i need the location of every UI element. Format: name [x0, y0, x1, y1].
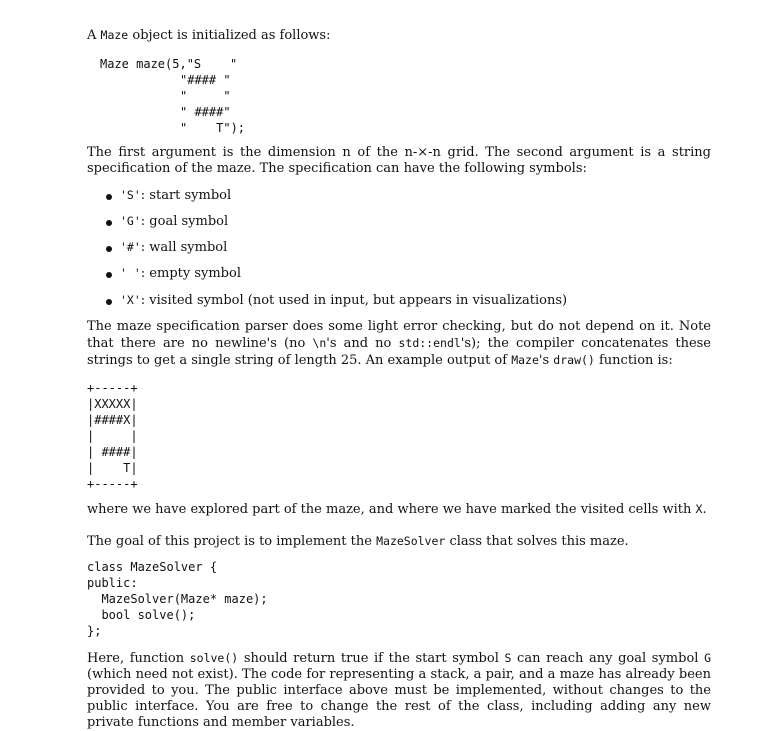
- symbol-code: ' ': [120, 266, 141, 280]
- paragraph-explored: where we have explored part of the maze, and where we have marked the visited cells with X.: [87, 502, 707, 517]
- code-line: bool solve();: [87, 608, 196, 622]
- inline-code: X: [695, 502, 703, 516]
- symbol-desc: : empty symbol: [140, 266, 241, 281]
- output-line: |XXXXX|: [87, 397, 138, 411]
- intro-line: [87, 28, 330, 43]
- code-line: public:: [87, 576, 138, 590]
- code-line: MazeSolver(Maze* maze);: [87, 592, 268, 606]
- inline-code: solve(): [189, 651, 239, 665]
- list-item: [106, 240, 706, 256]
- inline-code: \n: [312, 336, 327, 350]
- code-line: " ": [180, 89, 231, 103]
- paragraph-goal: The goal of this project is to implement the MazeSolver class that solves this maze.: [87, 534, 629, 549]
- symbol-code: 'G': [120, 214, 141, 228]
- symbol-code: '#': [120, 240, 141, 254]
- output-line: | T|: [87, 461, 138, 475]
- bullet-icon: [106, 246, 112, 252]
- code-line: " T");: [180, 121, 246, 135]
- list-item: [106, 293, 706, 309]
- list-item: [106, 266, 706, 282]
- output-line: +-----+: [87, 381, 138, 395]
- output-line: |####X|: [87, 413, 138, 427]
- code-line: Maze maze(5,"S ": [100, 57, 238, 71]
- inline-code: Maze: [100, 28, 129, 42]
- inline-code: std::endl: [398, 336, 461, 350]
- code-line: "#### ": [180, 73, 231, 87]
- inline-code: S: [504, 651, 512, 665]
- bullet-icon: [106, 194, 112, 200]
- code-line: " ####": [180, 105, 231, 119]
- output-line: | |: [87, 429, 138, 443]
- output-line: +-----+: [87, 477, 138, 491]
- bullet-icon: [106, 272, 112, 278]
- symbol-desc: : start symbol: [140, 188, 232, 203]
- output-line: | ####|: [87, 445, 138, 459]
- intro-text: object is initialized as follows:: [128, 28, 331, 43]
- list-item: [106, 188, 706, 204]
- symbol-desc: : visited symbol (not used in input, but appears in visualizations): [140, 293, 568, 308]
- symbol-code: 'S': [120, 188, 141, 202]
- symbol-desc: : wall symbol: [140, 240, 228, 255]
- list-item: [106, 214, 706, 230]
- code-line: class MazeSolver {: [87, 560, 218, 574]
- code-line: };: [87, 624, 102, 638]
- inline-code: G: [704, 651, 711, 665]
- inline-code: Maze: [511, 353, 539, 367]
- symbol-desc: : goal symbol: [140, 214, 229, 229]
- inline-code: draw(): [553, 353, 595, 367]
- paragraph-parser: The maze specification parser does some light error checking, but do not depend on it. Note that there are no newline's (no \n's and no std::endl's); the compiler concatenates these strings to get a single string of length 25. An example output of Maze's draw() function is:: [87, 319, 712, 368]
- symbol-code: 'X': [120, 293, 141, 307]
- paragraph-solve: Here, function solve() should return true if the start symbol S can reach any goal symbol G (which need not exist). The code for representing a stack, a pair, and a maze has already been provided to you. The public interface above must be implemented, without changes to the public interface. You are free to change the rest of the class, including adding any new private functions and member variables.: [87, 651, 711, 730]
- paragraph-dimension: The first argument is the dimension n of the n-×-n grid. The second argument is a string specification of the maze. The specification can have the following symbols:: [87, 145, 711, 176]
- inline-code: MazeSolver: [376, 534, 446, 548]
- bullet-icon: [106, 220, 112, 226]
- intro-text: A: [87, 28, 101, 43]
- bullet-icon: [106, 299, 112, 305]
